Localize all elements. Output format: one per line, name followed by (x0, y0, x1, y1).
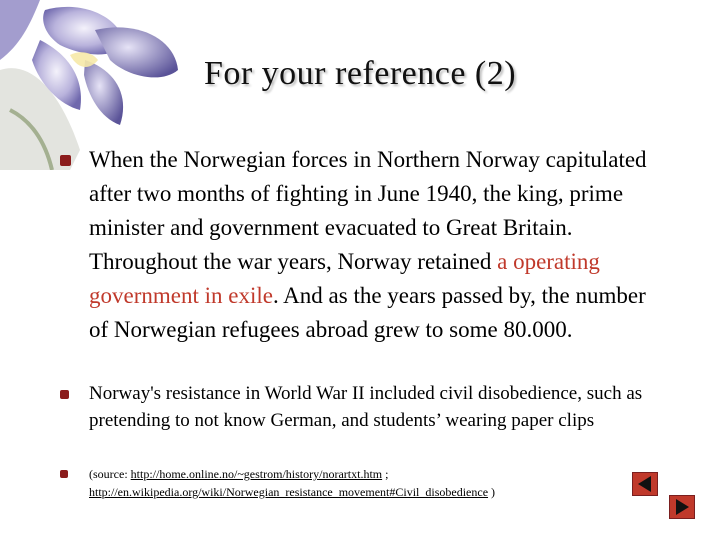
back-arrow-glyph (633, 473, 657, 495)
bullet-marker-icon (60, 470, 68, 478)
source-prefix: (source: (89, 467, 131, 481)
bullet-1-highlight: a operating government in exile (89, 249, 600, 308)
bullet-marker-icon (60, 390, 69, 399)
bullet-1-text-after: . And as the years passed by, the number of Norwegian refugees abroad grew to some 80.000. (89, 283, 646, 342)
bullet-2 (60, 380, 650, 434)
source-suffix: ) (488, 485, 496, 499)
source-separator: ; (382, 467, 389, 481)
forward-arrow-icon[interactable] (669, 495, 695, 519)
bullet-1 (60, 143, 650, 347)
back-arrow-icon[interactable] (632, 472, 658, 496)
slide-title: For your reference (2) (203, 55, 517, 92)
bullet-3-source (60, 465, 660, 501)
source-text (89, 465, 660, 501)
source-link-1[interactable]: http://home.online.no/~gestrom/history/norartxt.htm (130, 467, 383, 481)
bullet-2-text: Norway's resistance in World War II included civil disobedience, such as pretending to not know German, and students’ wearing paper clips (89, 383, 643, 431)
bullet-marker-icon (60, 155, 71, 166)
forward-arrow-glyph (670, 496, 694, 518)
source-link-2[interactable]: http://en.wikipedia.org/wiki/Norwegian_resistance_movement#Civil_disobedience (89, 485, 489, 499)
bullet-1-text (89, 143, 650, 347)
bullet-1-text-before: When the Norwegian forces in Northern Norway capitulated after two months of fighting in June 1940, the king, prime minister and government evacuated to Great Britain. Throughout the war years, Norway retained (89, 147, 647, 274)
